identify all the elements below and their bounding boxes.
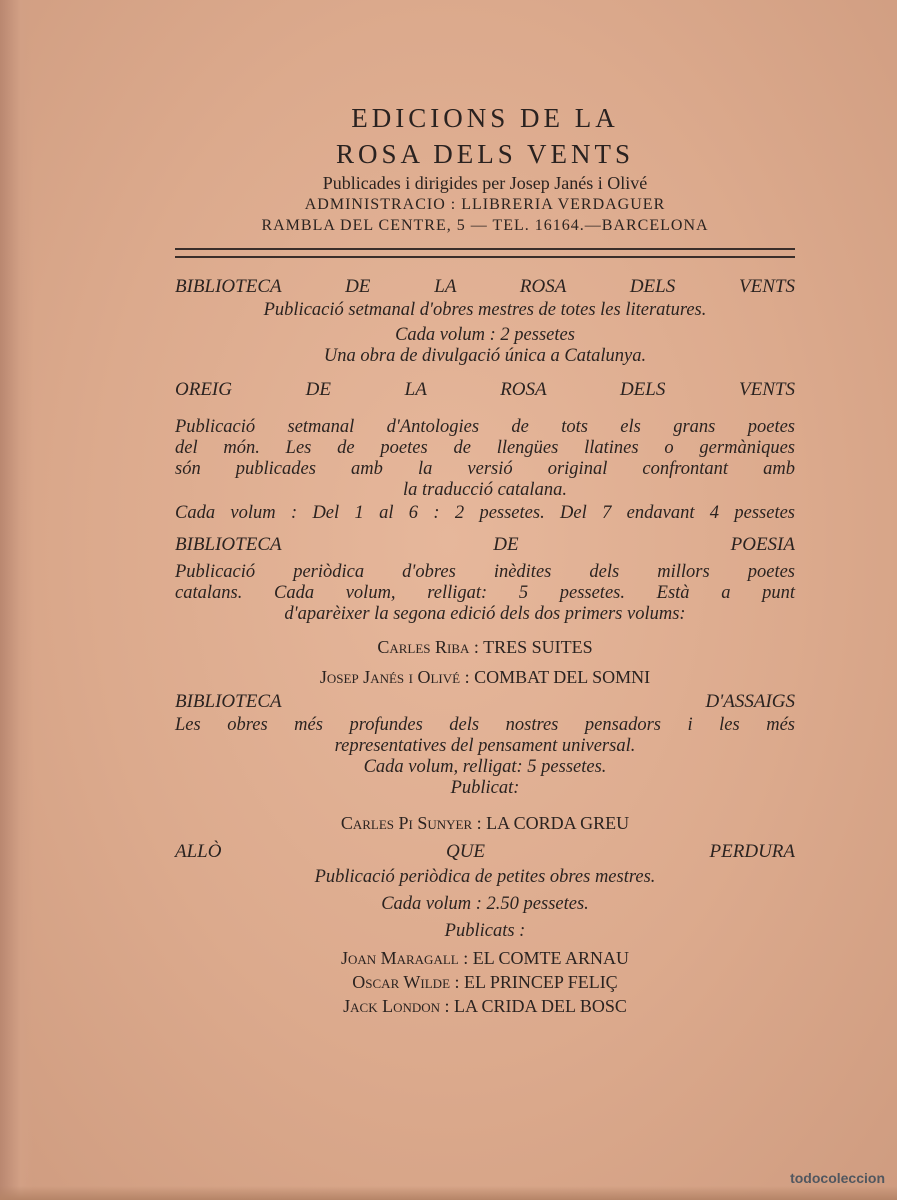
book-title: COMBAT DEL SOMNI <box>474 667 651 687</box>
book-entry <box>175 994 795 1018</box>
section-text: Publicació setmanal d'Antologies de tots els grans poetes <box>175 417 795 437</box>
title-line-1: EDICIONS DE LA <box>351 103 619 133</box>
section-text: del món. Les de poetes de llengües llatines o germàniques <box>175 438 795 458</box>
section-poesia <box>175 532 795 689</box>
section-text: Les obres més profundes dels nostres pensadors i les més <box>175 715 795 735</box>
book-author: Joan Maragall : <box>340 948 469 968</box>
double-rule-divider <box>175 248 795 258</box>
book-author: Josep Janés i Olivé : <box>319 667 470 687</box>
section-heading: BIBLIOTECA D'ASSAIGS <box>175 691 795 712</box>
section-price: Cada volum : Del 1 al 6 : 2 pessetes. Del 7 endavant 4 pessetes <box>175 503 795 523</box>
book-author: Oscar Wilde : <box>352 972 460 992</box>
title-line-2: ROSA DELS VENTS <box>335 139 635 169</box>
section-heading: BIBLIOTECA DE LA ROSA DELS VENTS <box>175 276 795 297</box>
book-entry <box>175 665 795 689</box>
section-price: Cada volum : 2 pessetes <box>395 325 575 345</box>
cover-content <box>175 100 795 1018</box>
administration-line: ADMINISTRACIO : LLIBRERIA VERDAGUER <box>304 196 666 213</box>
book-entry <box>175 635 795 659</box>
section-text: Publicat: <box>450 778 520 798</box>
book-entry <box>175 970 795 994</box>
book-entry <box>175 811 795 835</box>
section-heading: OREIG DE LA ROSA DELS VENTS <box>175 379 795 400</box>
book-author: Jack London : <box>343 996 450 1016</box>
section-text: catalans. Cada volum, relligat: 5 pessetes. Està a punt <box>175 583 795 603</box>
book-title: LA CORDA GREU <box>486 813 630 833</box>
book-title: EL COMTE ARNAU <box>472 948 630 968</box>
section-biblioteca <box>175 274 795 367</box>
address-line: RAMBLA DEL CENTRE, 5 — TEL. 16164.—BARCELONA <box>261 217 709 234</box>
subtitle: Publicades i dirigides per Josep Janés i Olivé <box>322 173 648 193</box>
publisher-header <box>175 100 795 236</box>
section-text: d'aparèixer la segona edició dels dos primers volums: <box>284 604 686 624</box>
section-text: Publicació setmanal d'obres mestres de totes les literatures. <box>263 300 707 320</box>
section-text: Publicació periòdica d'obres inèdites dels millors poetes <box>175 562 795 582</box>
book-title: EL PRINCEP FELIÇ <box>464 972 618 992</box>
book-title: TRES SUITES <box>483 637 593 657</box>
section-price: Cada volum, relligat: 5 pessetes. <box>363 757 607 777</box>
section-text: són publicades amb la versió original confrontant amb <box>175 459 795 479</box>
page-bottom-edge <box>0 1186 897 1200</box>
section-text: Publicació periòdica de petites obres mestres. <box>314 867 656 887</box>
book-author: Carles Riba : <box>377 637 479 657</box>
spine-shadow <box>0 0 34 1200</box>
section-oreig <box>175 377 795 524</box>
section-text: la traducció catalana. <box>403 480 567 500</box>
section-heading: BIBLIOTECA DE POESIA <box>175 534 795 555</box>
section-text: representatives del pensament universal. <box>334 736 636 756</box>
section-text: Publicats : <box>444 921 526 941</box>
section-text: Una obra de divulgació única a Catalunya. <box>323 346 647 366</box>
book-title: LA CRIDA DEL BOSC <box>454 996 627 1016</box>
watermark-logo: todocoleccion <box>790 1170 885 1186</box>
book-author: Carles Pi Sunyer : <box>340 813 482 833</box>
section-assaigs <box>175 689 795 835</box>
section-heading: ALLÒ QUE PERDURA <box>175 841 795 862</box>
book-entry <box>175 946 795 970</box>
section-perdura <box>175 839 795 1018</box>
section-price: Cada volum : 2.50 pessetes. <box>381 894 589 914</box>
